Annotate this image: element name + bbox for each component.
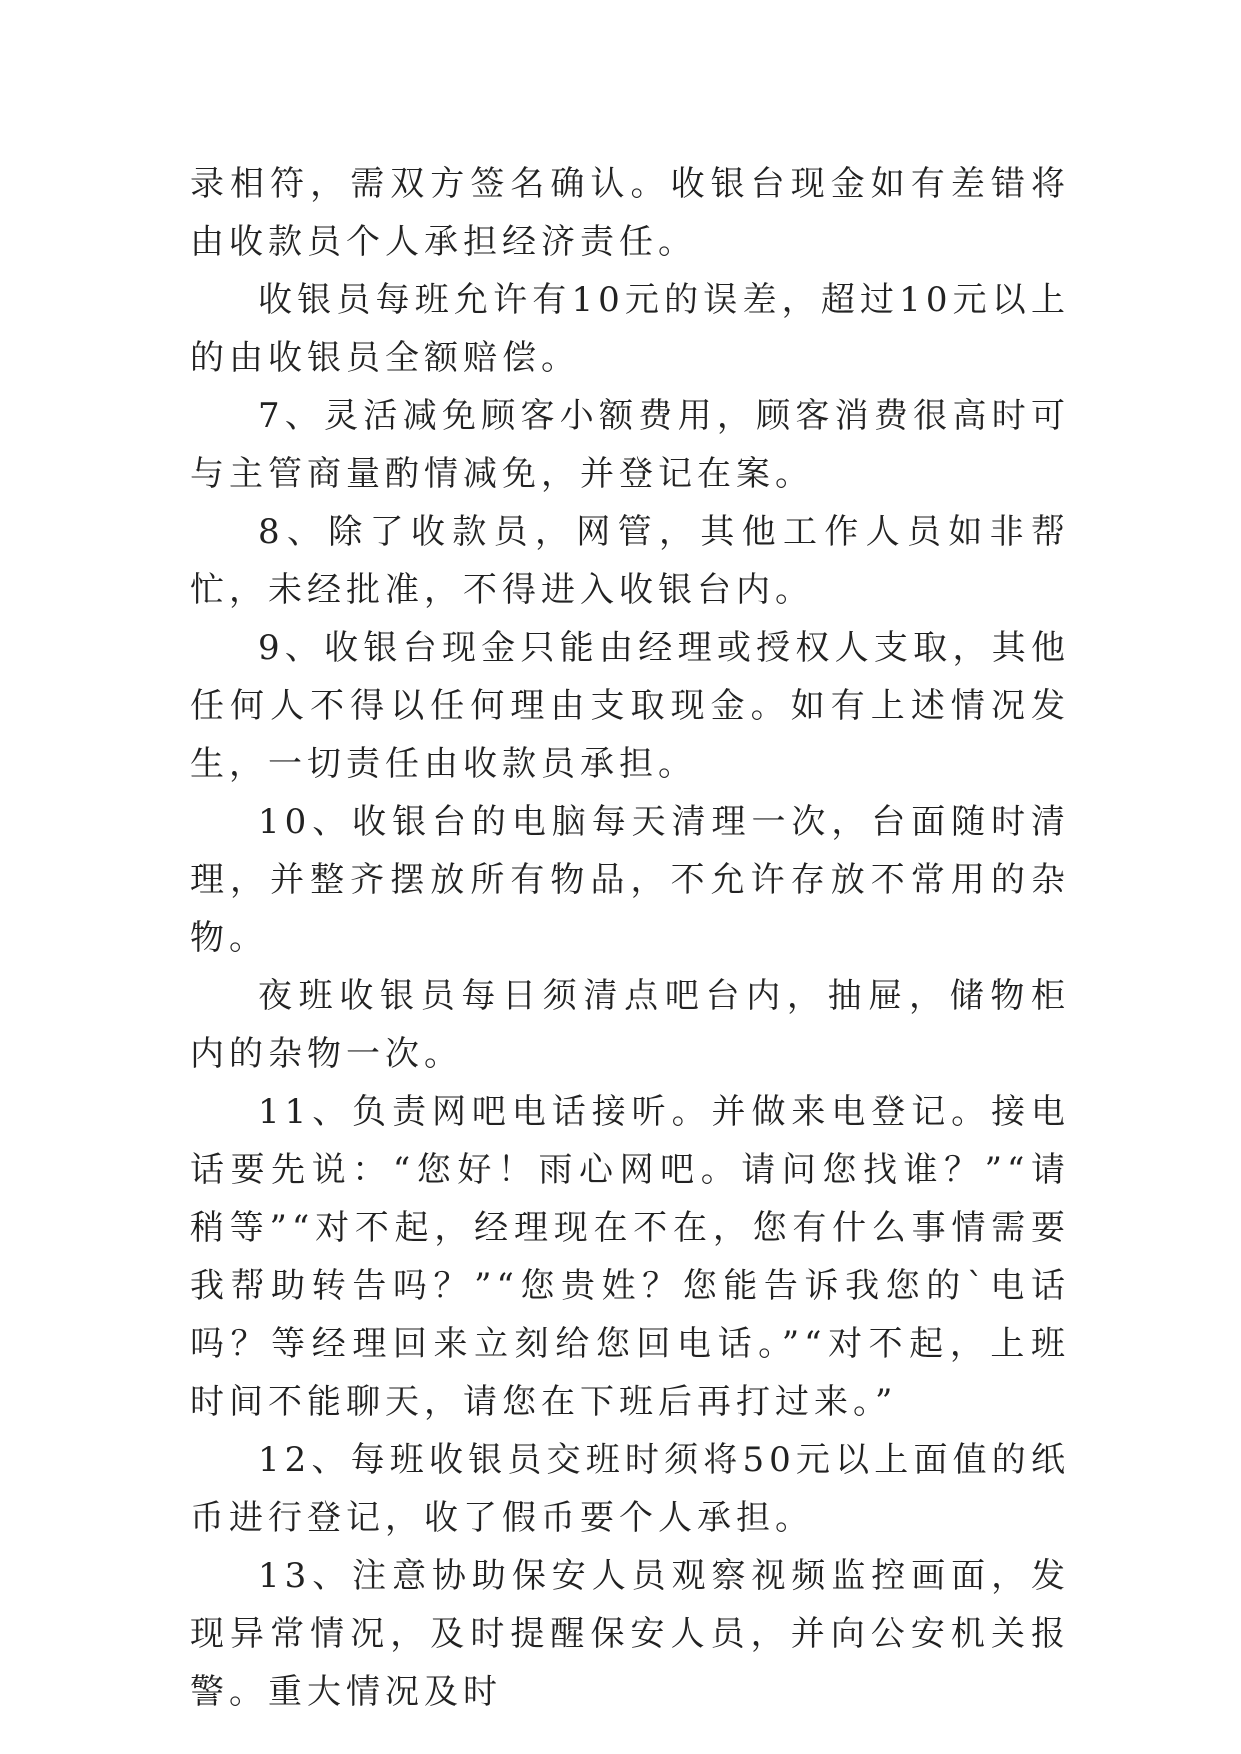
paragraph-1: 录相符，需双方签名确认。收银台现金如有差错将由收款员个人承担经济责任。	[190, 164, 1070, 262]
paragraph-6: 10、收银台的电脑每天清理一次，台面随时清理，并整齐摆放所有物品，不允许存放不常用的杂物。	[190, 802, 1070, 958]
paragraph-2: 收银员每班允许有10元的误差，超过10元以上的由收银员全额赔偿。	[190, 280, 1070, 378]
document-body	[190, 155, 1070, 1721]
paragraph-7: 夜班收银员每日须清点吧台内，抽屉，储物柜内的杂物一次。	[190, 976, 1070, 1074]
paragraph-5: 9、收银台现金只能由经理或授权人支取，其他任何人不得以任何理由支取现金。如有上述情况发生，一切责任由收款员承担。	[190, 628, 1070, 784]
paragraph-10: 13、注意协助保安人员观察视频监控画面，发现异常情况，及时提醒保安人员，并向公安机关报警。重大情况及时	[190, 1556, 1070, 1712]
paragraph-9: 12、每班收银员交班时须将50元以上面值的纸币进行登记，收了假币要个人承担。	[190, 1440, 1070, 1538]
paragraph-4: 8、除了收款员，网管，其他工作人员如非帮忙，未经批准，不得进入收银台内。	[190, 512, 1070, 610]
paragraph-8: 11、负责网吧电话接听。并做来电登记。接电话要先说：“您好！雨心网吧。请问您找谁？”“请稍等”“对不起，经理现在不在，您有什么事情需要我帮助转告吗？”“您贵姓？您能告诉我您的`电话吗？等经理回来立刻给您回电话。”“对不起，上班时间不能聊天，请您在下班后再打过来。”	[190, 1092, 1070, 1422]
paragraph-3: 7、灵活减免顾客小额费用，顾客消费很高时可与主管商量酌情减免，并登记在案。	[190, 396, 1070, 494]
